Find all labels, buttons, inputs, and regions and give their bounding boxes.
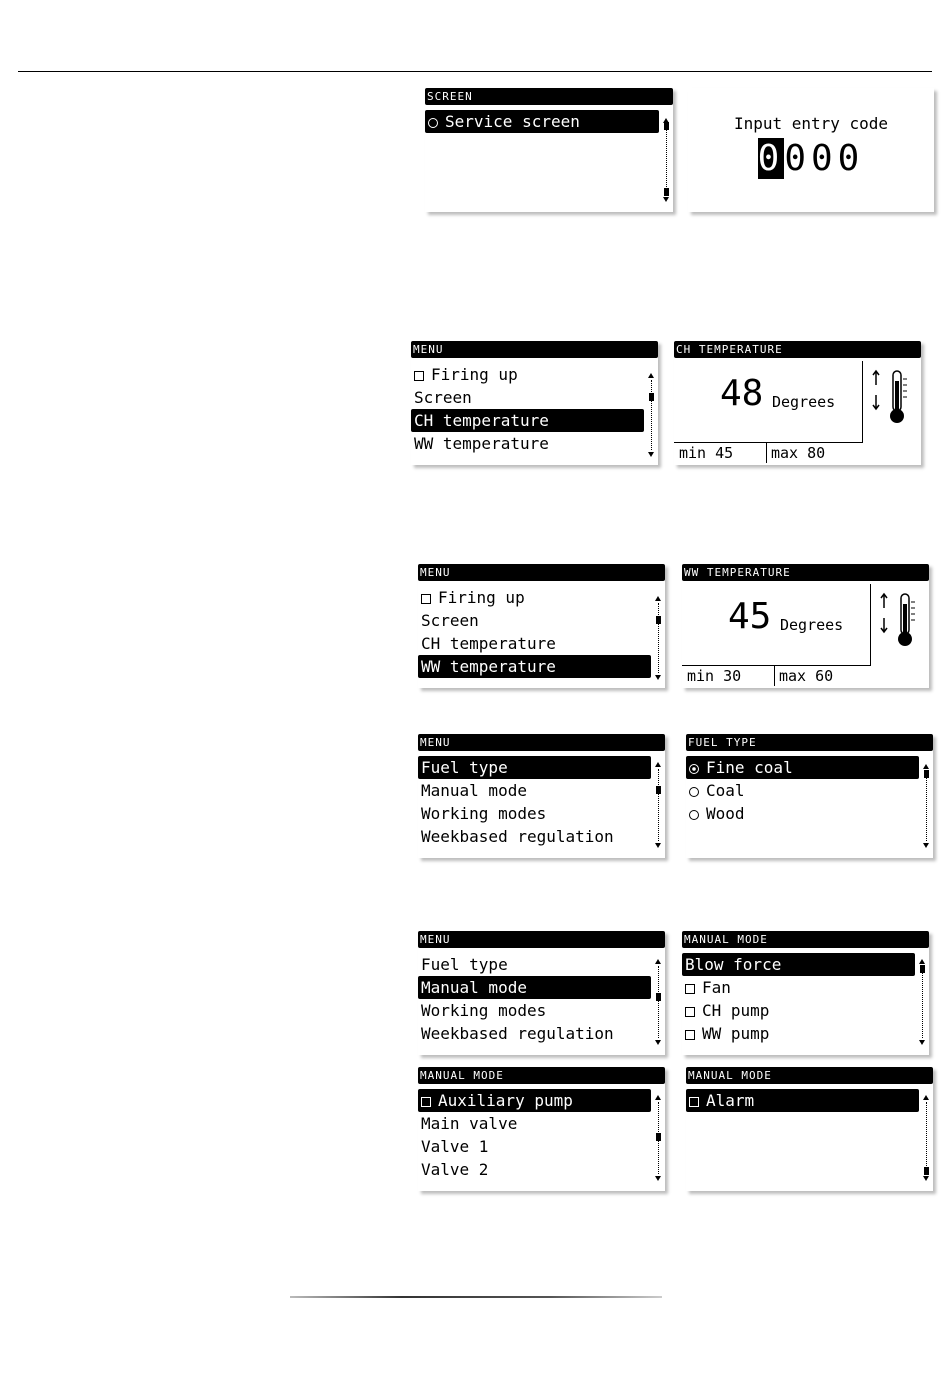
menu-item[interactable] [425,110,659,133]
menu-item-label: Auxiliary pump [438,1091,573,1110]
temp-max: max 60 [779,667,834,685]
menu-item[interactable] [411,432,644,455]
temp-display [674,361,863,443]
menu-item-label: Firing up [438,588,525,607]
scrollbar[interactable] [922,1095,931,1181]
code-cursor-digit[interactable]: 0 [757,138,785,179]
menu-item[interactable] [682,999,915,1022]
checkbox-icon[interactable] [414,371,424,381]
menu-item[interactable] [418,756,651,779]
menu-item-label: Screen [414,388,472,407]
menu-panel-3 [418,734,665,858]
temp-min: min 30 [687,667,742,685]
panel-title: CH TEMPERATURE [674,341,921,358]
menu-item[interactable] [686,1089,919,1112]
menu-item[interactable] [418,976,651,999]
menu-list [418,1089,651,1181]
scrollbar[interactable] [654,959,663,1045]
menu-item-label: Manual mode [421,781,527,800]
menu-item-label: Fan [702,978,731,997]
panel-title: MANUAL MODE [418,1067,665,1084]
menu-list [686,1089,919,1112]
menu-item[interactable] [418,825,651,848]
menu-list [682,953,915,1045]
menu-item[interactable] [682,976,915,999]
menu-item-label: WW temperature [421,657,556,676]
menu-item[interactable] [682,953,915,976]
menu-item-label: Weekbased regulation [421,1024,614,1043]
temp-unit: Degrees [780,616,844,634]
menu-item[interactable] [418,1089,651,1112]
menu-item[interactable] [418,1158,651,1181]
temp-range [682,666,929,686]
menu-item-label: Service screen [445,112,580,131]
menu-item[interactable] [418,779,651,802]
temp-range [674,443,921,463]
manual-mode-panel-2 [418,1067,665,1191]
menu-list [418,953,651,1045]
menu-item[interactable] [411,386,644,409]
scrollbar[interactable] [654,596,663,680]
thermometer-updown-icon [878,592,928,650]
temp-min: min 45 [679,444,734,462]
menu-item[interactable] [686,802,919,825]
menu-item-label: Valve 2 [421,1160,489,1179]
panel-title: MENU [418,564,665,581]
menu-item-label: CH temperature [421,634,556,653]
ww-temperature-panel [682,564,929,688]
entry-code-input[interactable] [688,138,934,179]
footer-rule [290,1296,662,1298]
menu-panel-2 [418,564,665,688]
temp-value: 48 [720,373,764,414]
header-rule [18,71,932,72]
code-digits[interactable]: 000 [784,138,865,179]
scrollbar[interactable] [918,959,927,1045]
panel-title: MANUAL MODE [686,1067,933,1084]
menu-item-label: Blow force [685,955,782,974]
menu-item-label: WW temperature [414,434,549,453]
menu-item[interactable] [418,999,651,1022]
temp-max: max 80 [771,444,826,462]
menu-item[interactable] [418,1135,651,1158]
menu-item-label: Fine coal [706,758,793,777]
menu-item-label: Valve 1 [421,1137,489,1156]
scrollbar[interactable] [922,764,931,848]
fuel-type-panel [686,734,933,858]
temp-display [682,584,871,666]
panel-title: WW TEMPERATURE [682,564,929,581]
scrollbar[interactable] [647,373,656,457]
scrollbar[interactable] [662,118,671,202]
menu-item[interactable] [418,1022,651,1045]
panel-title: MENU [418,734,665,751]
menu-list [418,756,651,848]
menu-item-label: Working modes [421,804,547,823]
checkbox-icon[interactable] [689,1097,699,1107]
radio-icon[interactable] [428,118,438,128]
menu-item-label: Fuel type [421,955,508,974]
menu-item[interactable] [682,1022,915,1045]
menu-item-label: WW pump [702,1024,770,1043]
temp-unit: Degrees [772,393,836,411]
menu-list [686,756,919,825]
panel-title: MENU [418,931,665,948]
panel-title: MENU [411,341,658,358]
menu-panel-4 [418,931,665,1055]
manual-mode-panel-3 [686,1067,933,1191]
panel-title: FUEL TYPE [686,734,933,751]
menu-item[interactable] [411,409,644,432]
menu-list [425,110,659,133]
menu-item[interactable] [418,655,651,678]
checkbox-icon[interactable] [421,1097,431,1107]
radio-icon[interactable] [689,764,699,774]
menu-item[interactable] [411,363,644,386]
menu-item[interactable] [418,609,651,632]
panel-title: SCREEN [425,88,673,105]
menu-list [411,363,644,455]
checkbox-icon[interactable] [685,1007,695,1017]
menu-item-label: Firing up [431,365,518,384]
checkbox-icon[interactable] [685,1030,695,1040]
thermometer-updown-icon [870,369,920,427]
menu-item-label: Wood [706,804,745,823]
menu-item[interactable] [418,953,651,976]
menu-item[interactable] [418,586,651,609]
screen-panel [425,88,673,212]
scrollbar[interactable] [654,762,663,848]
menu-item[interactable] [686,756,919,779]
manual-mode-panel-1 [682,931,929,1055]
menu-item-label: Screen [421,611,479,630]
radio-icon[interactable] [689,787,699,797]
menu-list [418,586,651,678]
radio-icon[interactable] [689,810,699,820]
checkbox-icon[interactable] [685,984,695,994]
entry-code-panel [688,88,934,212]
menu-panel-1 [411,341,658,465]
entry-code-label: Input entry code [733,114,889,133]
temp-value: 45 [728,596,772,637]
menu-item[interactable] [418,632,651,655]
menu-item[interactable] [686,779,919,802]
menu-item-label: Fuel type [421,758,508,777]
menu-item[interactable] [418,802,651,825]
menu-item-label: Alarm [706,1091,755,1110]
panel-title: MANUAL MODE [682,931,929,948]
menu-item[interactable] [418,1112,651,1135]
checkbox-icon[interactable] [421,594,431,604]
menu-item-label: Working modes [421,1001,547,1020]
menu-item-label: CH temperature [414,411,549,430]
ch-temperature-panel [674,341,921,465]
menu-item-label: Main valve [421,1114,518,1133]
menu-item-label: Manual mode [421,978,527,997]
menu-item-label: Coal [706,781,745,800]
scrollbar[interactable] [654,1095,663,1181]
menu-item-label: CH pump [702,1001,770,1020]
menu-item-label: Weekbased regulation [421,827,614,846]
